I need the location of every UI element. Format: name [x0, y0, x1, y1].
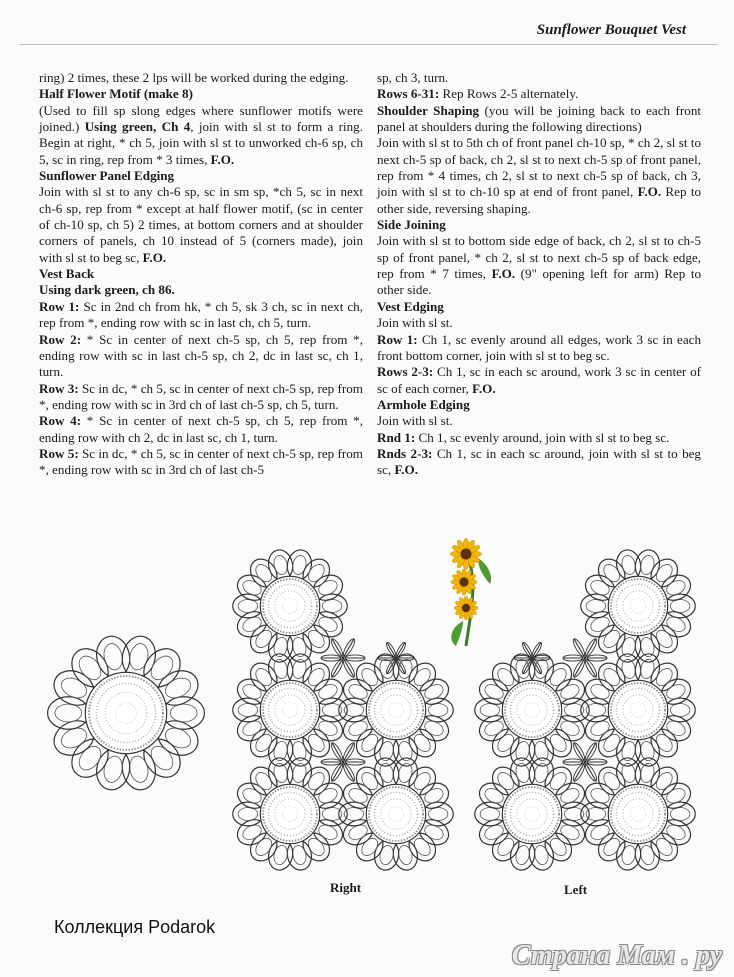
row-label: Row 3:	[39, 380, 79, 396]
paragraph	[377, 103, 701, 136]
text: (9" opening left for arm) Rep to other side.	[377, 266, 702, 298]
text: , join with sl st to form a ring. Begin at right, * ch 5, join with sl st to unworked ch-6 sp, ch 5, sc in ring, rep from * 3 times,	[39, 119, 363, 167]
crochet-diagram	[38, 536, 718, 906]
text: Join with sl st to 5th ch of front panel ch-10 sp, * ch 2, sl st to next ch-5 sp of back, ch 2, sl st to next ch-5 sp of front panel, rep from * 4 times, ch 2, sl st to next ch-5 sp of back, ch 3, join with sl st to ch-10 sp at end of front panel,	[377, 135, 701, 200]
paragraph	[377, 135, 701, 217]
row-instruction	[377, 364, 701, 397]
heading-text: Sunflower Panel Edging	[39, 168, 175, 184]
section-heading	[39, 266, 363, 282]
paragraph	[39, 103, 363, 168]
row-instruction	[377, 446, 701, 479]
row-text: Ch 1, sc evenly around, join with sl st to beg sc.	[415, 429, 670, 445]
heading-text: Side Joining	[377, 217, 446, 233]
right-panel-half-star	[378, 641, 414, 675]
paragraph	[377, 233, 701, 298]
single-motif	[48, 633, 205, 793]
row-label: Rows 6-31:	[377, 86, 440, 102]
heading-text: Shoulder Shaping	[377, 102, 480, 118]
row-instruction	[377, 332, 701, 365]
left-panel-motif	[581, 756, 695, 873]
bold-text: Using green, Ch 4	[84, 119, 191, 135]
page-header	[0, 0, 734, 44]
row-label: Row 4:	[39, 413, 82, 429]
row-instruction	[39, 381, 363, 414]
left-panel-motif	[581, 548, 695, 665]
row-instruction	[377, 430, 701, 446]
left-panel-star	[563, 637, 607, 678]
fo-text: F.O.	[472, 380, 496, 396]
right-panel-star	[321, 637, 365, 678]
right-panel-motif	[233, 652, 347, 769]
right-panel-motif	[339, 652, 453, 769]
section-heading	[377, 217, 701, 233]
row-text: Ch 1, sc evenly around all edges, work 3 sc in each front bottom corner, join with sl st to beg sc.	[377, 331, 701, 363]
right-panel-motif	[233, 548, 347, 665]
section-subheading	[39, 282, 363, 298]
row-label: Rows 2-3:	[377, 364, 434, 380]
fo-text: F.O.	[637, 184, 662, 200]
header-rule	[20, 44, 718, 45]
heading-text: Armhole Edging	[377, 396, 470, 412]
row-label: Row 1:	[377, 331, 418, 347]
row-label: Row 1:	[39, 298, 80, 314]
subheading-text: Using dark green, ch 86.	[39, 282, 175, 298]
row-instruction	[39, 413, 363, 446]
text: Rep to other side, reversing shaping.	[377, 184, 701, 216]
row-text: Sc in 2nd ch from hk, * ch 5, sk 3 ch, sc in next ch, rep from *, ending row with sc in last ch, ch 5, turn.	[39, 298, 364, 331]
section-heading	[39, 86, 363, 102]
text: Join with sl st to bottom side edge of back, ch 2, sl st to ch-5 sp of front panel, * ch 2, sl st to next ch-5 sp of back edge, rep from * 7 times,	[377, 233, 701, 282]
collection-credit: Коллекция Podarok	[54, 917, 216, 937]
right-panel-star	[321, 741, 365, 782]
text: (you will be joining back to each front panel at shoulders during the following directions)	[377, 102, 701, 135]
heading-text: Vest Edging	[377, 298, 444, 314]
page-title: Sunflower Bouquet Vest	[536, 22, 686, 38]
row-text: * Sc in center of next ch-5 sp, ch 5, rep from *, ending row with ch 2, dc in last sc, ch 1, turn.	[39, 413, 364, 445]
paragraph: sp, ch 3, turn.	[377, 70, 449, 85]
row-label: Row 5:	[39, 445, 79, 461]
sunflower-bouquet-illustration	[450, 538, 491, 646]
text: Join with sl st to any ch-6 sp, sc in sm sp, *ch 5, sc in next ch-6 sp, rep from * except at half flower motif, (sc in center of ch-10 sp, ch 5) 2 times, at bottom corners and at shoulder corners of panels, ch 10 instead of 5 (corners made), join with sl st to beg sc,	[39, 184, 363, 265]
label-left: Left	[564, 882, 588, 897]
row-label: Rnd 1:	[377, 429, 416, 445]
fo-text: F.O.	[394, 462, 418, 478]
row-text: Rep Rows 2-5 alternately.	[439, 86, 579, 102]
fo-text: F.O.	[210, 151, 235, 167]
row-label: Rnds 2-3:	[377, 445, 433, 461]
row-label: Row 2:	[39, 331, 82, 347]
row-text: Sc in dc, * ch 5, sc in center of next ch-5 sp, rep from *, ending row with sc in 3rd ch of last ch-5	[39, 445, 363, 478]
left-column	[39, 70, 363, 479]
label-right: Right	[330, 880, 362, 895]
paragraph	[39, 184, 363, 266]
row-text: Ch 1, sc in each sc around, join with sl st to beg sc,	[377, 445, 701, 478]
paragraph: Join with sl st.	[377, 413, 453, 429]
left-panel-star	[563, 741, 607, 782]
section-heading	[39, 168, 363, 184]
right-column	[377, 70, 701, 479]
heading-text: Half Flower Motif (make 8)	[39, 86, 193, 102]
left-panel-half-star	[514, 641, 550, 675]
row-instruction	[39, 332, 363, 381]
heading-text: Vest Back	[39, 266, 95, 282]
row-text: Ch 1, sc in each sc around, work 3 sc in center of sc of each corner,	[377, 364, 701, 396]
fo-text: F.O.	[491, 266, 516, 282]
row-text: Sc in dc, * ch 5, sc in center of next ch-5 sp, rep from *, ending row with sc in 3rd ch of last ch-5 sp, ch 5, turn.	[39, 380, 363, 412]
site-watermark: Страна Мам . ру	[511, 940, 722, 971]
right-panel-motif	[233, 756, 347, 873]
crochet-diagram-svg	[38, 536, 718, 906]
text: (Used to fill sp slong edges where sunflower motifs were joined.)	[39, 102, 363, 135]
section-heading	[377, 299, 701, 315]
paragraph: ring) 2 times, these 2 lps will be worked during the edging.	[39, 70, 349, 85]
fo-text: F.O.	[142, 249, 167, 265]
paragraph: Join with sl st.	[377, 315, 453, 331]
section-heading	[377, 397, 701, 413]
row-instruction	[39, 446, 363, 479]
left-panel-motif	[475, 652, 589, 769]
left-panel-motif	[581, 652, 695, 769]
row-instruction	[39, 299, 363, 332]
left-panel-motif	[475, 756, 589, 873]
right-panel-motif	[339, 756, 453, 873]
row-instruction	[377, 86, 701, 102]
row-text: * Sc in center of next ch-5 sp, ch 5, rep from *, ending row with sc in last ch-5 sp, ch 2, dc in last sc, ch 1, turn.	[39, 331, 364, 380]
